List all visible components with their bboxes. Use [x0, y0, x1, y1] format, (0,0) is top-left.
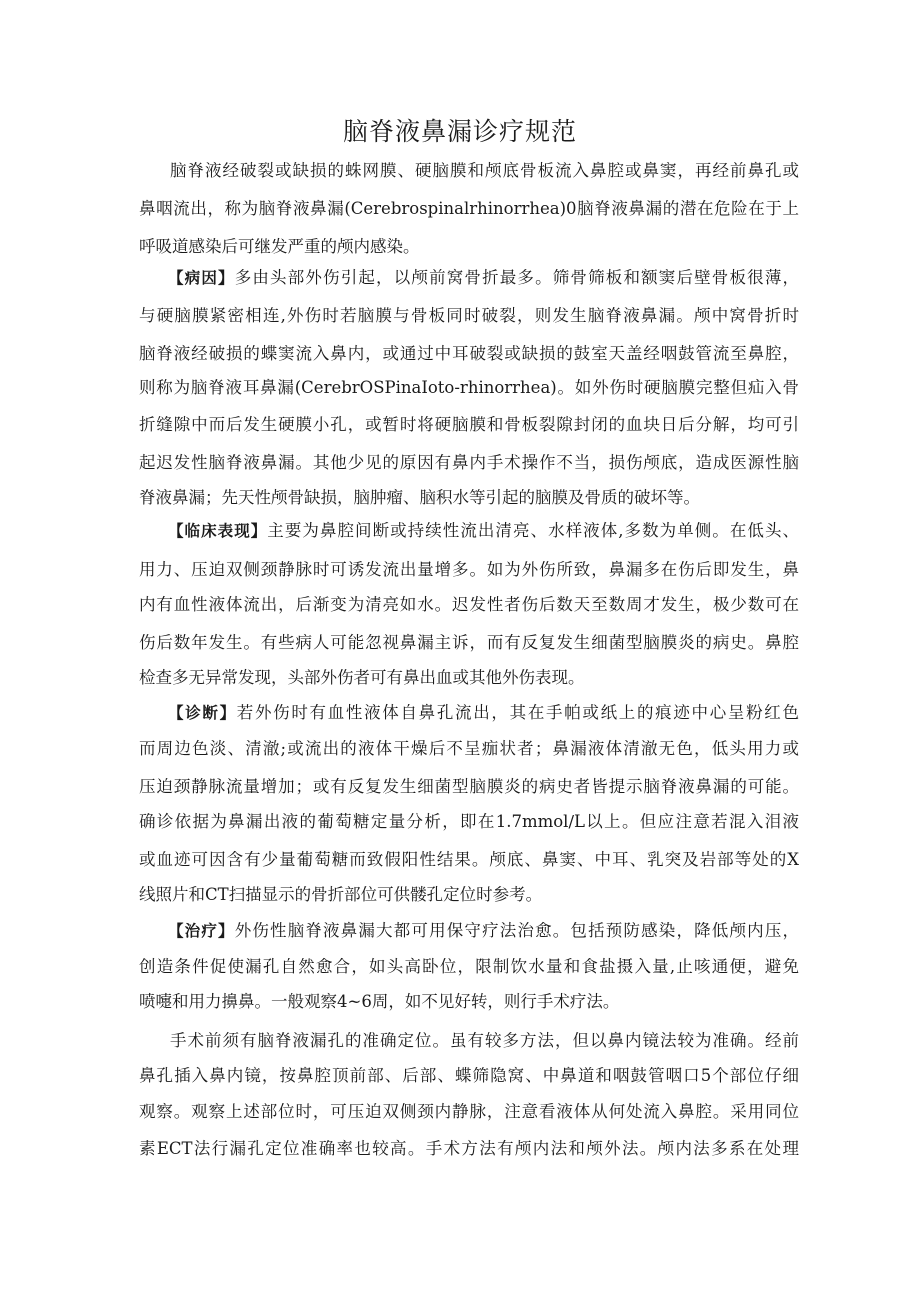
paragraph-line: 创造条件促使漏孔自然愈合，如头高卧位，限制饮水量和食盐摄入量,止咳通便，避免	[139, 957, 799, 976]
paragraph-line: 压迫颈静脉流量增加；或有反复发生细菌型脑膜炎的病史者皆提示脑脊液鼻漏的可能。	[139, 777, 799, 796]
paragraph-line: 与硬脑膜紧密相连,外伤时若脑膜与骨板同时破裂，则发生脑脊液鼻漏。颅中窝骨折时	[139, 306, 799, 325]
section-tag-treatment: 【治疗】	[168, 922, 235, 940]
paragraph-line: 【治疗】外伤性脑脊液鼻漏大都可用保守疗法治愈。包括预防感染，降低颅内压，	[168, 921, 799, 940]
paragraph-line: 线照片和CT扫描显示的骨折部位可供髅孔定位时参考。	[139, 885, 543, 904]
paragraph-line: 喷嚏和用力擤鼻。一般观察4~6周，如不见好转，则行手术疗法。	[139, 992, 620, 1011]
paragraph-line: 呼吸道感染后可继发严重的颅内感染。	[139, 237, 420, 256]
paragraph-line: 【诊断】若外伤时有血性液体自鼻孔流出，其在手帕或纸上的痕迹中心呈粉红色	[168, 703, 799, 722]
paragraph-line: 鼻孔插入鼻内镜，按鼻腔顶前部、后部、蝶筛隐窝、中鼻道和咽鼓管咽口5个部位仔细	[139, 1066, 799, 1085]
paragraph-line: 折缝隙中而后发生硬膜小孔，或暂时将硬脑膜和骨板裂隙封闭的血块日后分解，均可引	[139, 415, 799, 434]
paragraph-line: 内有血性液体流出，后渐变为清亮如水。迟发性者伤后数天至数周才发生，极少数可在	[139, 595, 799, 614]
paragraph-line: 而周边色淡、清澈;或流出的液体干燥后不呈痂状者；鼻漏液体清澈无色，低头用力或	[139, 739, 799, 758]
paragraph-line: 起迟发性脑脊液鼻漏。其他少见的原因有鼻内手术操作不当，损伤颅底，造成医源性脑	[139, 453, 799, 472]
paragraph-line: 素ECT法行漏孔定位准确率也较高。手术方法有颅内法和颅外法。颅内法多系在处理	[139, 1139, 799, 1158]
paragraph-line: 脑脊液经破裂或缺损的蛛网膜、硬脑膜和颅底骨板流入鼻腔或鼻窦，再经前鼻孔或	[170, 161, 799, 180]
section-tag-diagnosis: 【诊断】	[168, 704, 237, 722]
section-tag-cause: 【病因】	[168, 269, 235, 287]
paragraph-line: 手术前须有脑脊液漏孔的准确定位。虽有较多方法，但以鼻内镜法较为准确。经前	[170, 1031, 799, 1050]
paragraph-line: 用力、压迫双侧颈静脉时可诱发流出量增多。如为外伤所致，鼻漏多在伤后即发生，鼻	[139, 560, 799, 579]
paragraph-line: 鼻咽流出，称为脑脊液鼻漏(Cerebrospinalrhinorrhea)0脑脊液鼻漏的潜在危险在于上	[139, 199, 799, 218]
paragraph-line: 或血迹可因含有少量葡萄糖而致假阳性结果。颅底、鼻窦、中耳、乳突及岩部等处的X	[139, 850, 799, 869]
paragraph-line: 则称为脑脊液耳鼻漏(CerebrOSPinaIoto-rhinorrhea)。如外伤时硬脑膜完整但疝入骨	[139, 378, 799, 397]
paragraph-line: 【临床表现】主要为鼻腔间断或持续性流出清亮、水样液体,多数为单侧。在低头、	[168, 521, 799, 540]
paragraph-line: 确诊依据为鼻漏出液的葡萄糖定量分析，即在1.7mmol∕L以上。但应注意若混入泪液	[139, 812, 799, 831]
paragraph-line: 脑脊液经破损的蝶窦流入鼻内，或通过中耳破裂或缺损的鼓室天盖经咽鼓管流至鼻腔，	[139, 344, 799, 363]
paragraph-line: 【病因】多由头部外伤引起，以颅前窝骨折最多。筛骨筛板和额窦后壁骨板很薄，	[168, 268, 799, 287]
paragraph-line: 脊液鼻漏；先天性颅骨缺损，脑肿瘤、脑积水等引起的脑膜及骨质的破坏等。	[139, 488, 700, 507]
paragraph-line: 观察。观察上述部位时，可压迫双侧颈内静脉，注意看液体从何处流入鼻腔。采用同位	[139, 1102, 799, 1121]
paragraph-line: 检查多无异常发现，头部外伤者可有鼻出血或其他外伤表现。	[139, 668, 585, 687]
page-title: 脑脊液鼻漏诊疗规范	[342, 117, 577, 146]
paragraph-line: 伤后数年发生。有些病人可能忽视鼻漏主诉，而有反复发生细菌型脑膜炎的病史。鼻腔	[139, 633, 799, 652]
section-tag-clinical: 【临床表现】	[168, 522, 268, 540]
